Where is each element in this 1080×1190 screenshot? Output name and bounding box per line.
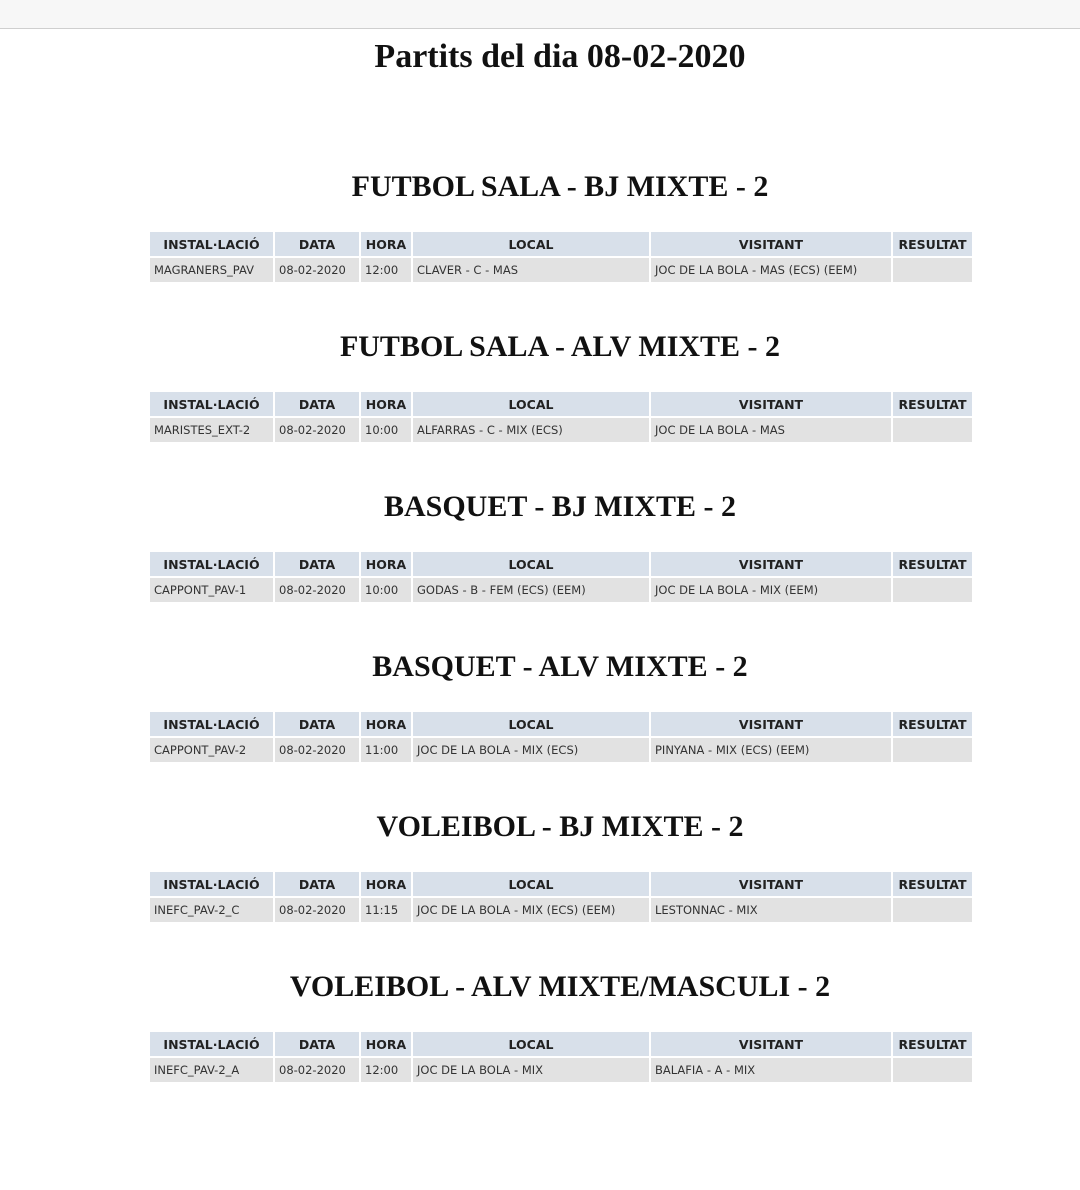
- table-row: [150, 1057, 972, 1082]
- cell-data: 08-02-2020: [274, 577, 360, 602]
- column-header-visitant: VISITANT: [650, 712, 892, 737]
- table-row: [150, 577, 972, 602]
- table-row: [150, 257, 972, 282]
- cell-data: 08-02-2020: [274, 737, 360, 762]
- cell-visitant: PINYANA - MIX (ECS) (EEM): [650, 737, 892, 762]
- cell-installacio: CAPPONT_PAV-1: [150, 577, 274, 602]
- cell-visitant: LESTONNAC - MIX: [650, 897, 892, 922]
- cell-hora: 11:15: [360, 897, 412, 922]
- column-header-data: DATA: [274, 392, 360, 417]
- column-header-visitant: VISITANT: [650, 552, 892, 577]
- cell-local: JOC DE LA BOLA - MIX (ECS): [412, 737, 650, 762]
- column-header-installacio: INSTAL·LACIÓ: [150, 1032, 274, 1057]
- cell-installacio: MAGRANERS_PAV: [150, 257, 274, 282]
- column-header-visitant: VISITANT: [650, 1032, 892, 1057]
- matches-table: [150, 392, 972, 442]
- column-header-hora: HORA: [360, 1032, 412, 1057]
- column-header-installacio: INSTAL·LACIÓ: [150, 392, 274, 417]
- column-header-hora: HORA: [360, 712, 412, 737]
- column-header-resultat: RESULTAT: [892, 232, 972, 257]
- column-header-hora: HORA: [360, 872, 412, 897]
- matches-table: [150, 1032, 972, 1082]
- column-header-data: DATA: [274, 232, 360, 257]
- column-header-installacio: INSTAL·LACIÓ: [150, 232, 274, 257]
- cell-installacio: CAPPONT_PAV-2: [150, 737, 274, 762]
- column-header-installacio: INSTAL·LACIÓ: [150, 712, 274, 737]
- section-title: FUTBOL SALA - BJ MIXTE - 2: [351, 170, 769, 203]
- column-header-resultat: RESULTAT: [892, 392, 972, 417]
- column-header-local: LOCAL: [412, 392, 650, 417]
- column-header-local: LOCAL: [412, 712, 650, 737]
- cell-resultat: [892, 1057, 972, 1082]
- table-header-row: [150, 1032, 972, 1057]
- match-section: [0, 330, 1080, 437]
- section-title: FUTBOL SALA - ALV MIXTE - 2: [339, 330, 781, 363]
- cell-hora: 12:00: [360, 257, 412, 282]
- column-header-data: DATA: [274, 1032, 360, 1057]
- cell-hora: 12:00: [360, 1057, 412, 1082]
- column-header-local: LOCAL: [412, 552, 650, 577]
- page-title: Partits del dia 08-02-2020: [374, 38, 746, 75]
- match-section: [0, 490, 1080, 597]
- column-header-local: LOCAL: [412, 1032, 650, 1057]
- column-header-resultat: RESULTAT: [892, 1032, 972, 1057]
- cell-data: 08-02-2020: [274, 417, 360, 442]
- cell-hora: 10:00: [360, 417, 412, 442]
- column-header-data: DATA: [274, 872, 360, 897]
- browser-top-bar: [0, 0, 1080, 29]
- cell-hora: 10:00: [360, 577, 412, 602]
- cell-data: 08-02-2020: [274, 1057, 360, 1082]
- cell-local: CLAVER - C - MAS: [412, 257, 650, 282]
- match-section: [0, 170, 1080, 277]
- table-header-row: [150, 392, 972, 417]
- column-header-local: LOCAL: [412, 232, 650, 257]
- cell-local: ALFARRAS - C - MIX (ECS): [412, 417, 650, 442]
- match-section: [0, 810, 1080, 917]
- section-title: VOLEIBOL - BJ MIXTE - 2: [376, 810, 744, 843]
- matches-table: [150, 232, 972, 282]
- cell-resultat: [892, 577, 972, 602]
- column-header-hora: HORA: [360, 232, 412, 257]
- column-header-installacio: INSTAL·LACIÓ: [150, 552, 274, 577]
- table-header-row: [150, 712, 972, 737]
- section-title: VOLEIBOL - ALV MIXTE/MASCULI - 2: [289, 970, 831, 1003]
- cell-data: 08-02-2020: [274, 257, 360, 282]
- column-header-hora: HORA: [360, 392, 412, 417]
- cell-visitant: BALAFIA - A - MIX: [650, 1057, 892, 1082]
- matches-table: [150, 872, 972, 922]
- cell-resultat: [892, 737, 972, 762]
- cell-local: JOC DE LA BOLA - MIX: [412, 1057, 650, 1082]
- column-header-visitant: VISITANT: [650, 392, 892, 417]
- cell-data: 08-02-2020: [274, 897, 360, 922]
- cell-visitant: JOC DE LA BOLA - MAS: [650, 417, 892, 442]
- cell-installacio: INEFC_PAV-2_A: [150, 1057, 274, 1082]
- cell-resultat: [892, 257, 972, 282]
- cell-visitant: JOC DE LA BOLA - MIX (EEM): [650, 577, 892, 602]
- cell-hora: 11:00: [360, 737, 412, 762]
- cell-visitant: JOC DE LA BOLA - MAS (ECS) (EEM): [650, 257, 892, 282]
- cell-local: JOC DE LA BOLA - MIX (ECS) (EEM): [412, 897, 650, 922]
- table-row: [150, 417, 972, 442]
- cell-resultat: [892, 897, 972, 922]
- column-header-visitant: VISITANT: [650, 872, 892, 897]
- section-title: BASQUET - BJ MIXTE - 2: [383, 490, 736, 523]
- match-section: [0, 970, 1080, 1077]
- column-header-resultat: RESULTAT: [892, 712, 972, 737]
- column-header-installacio: INSTAL·LACIÓ: [150, 872, 274, 897]
- table-row: [150, 897, 972, 922]
- column-header-resultat: RESULTAT: [892, 552, 972, 577]
- column-header-data: DATA: [274, 712, 360, 737]
- column-header-visitant: VISITANT: [650, 232, 892, 257]
- section-title: BASQUET - ALV MIXTE - 2: [372, 650, 748, 683]
- table-row: [150, 737, 972, 762]
- table-header-row: [150, 872, 972, 897]
- column-header-data: DATA: [274, 552, 360, 577]
- cell-installacio: INEFC_PAV-2_C: [150, 897, 274, 922]
- column-header-hora: HORA: [360, 552, 412, 577]
- cell-installacio: MARISTES_EXT-2: [150, 417, 274, 442]
- table-header-row: [150, 232, 972, 257]
- matches-table: [150, 552, 972, 602]
- table-header-row: [150, 552, 972, 577]
- cell-local: GODAS - B - FEM (ECS) (EEM): [412, 577, 650, 602]
- cell-resultat: [892, 417, 972, 442]
- column-header-local: LOCAL: [412, 872, 650, 897]
- matches-table: [150, 712, 972, 762]
- match-section: [0, 650, 1080, 757]
- column-header-resultat: RESULTAT: [892, 872, 972, 897]
